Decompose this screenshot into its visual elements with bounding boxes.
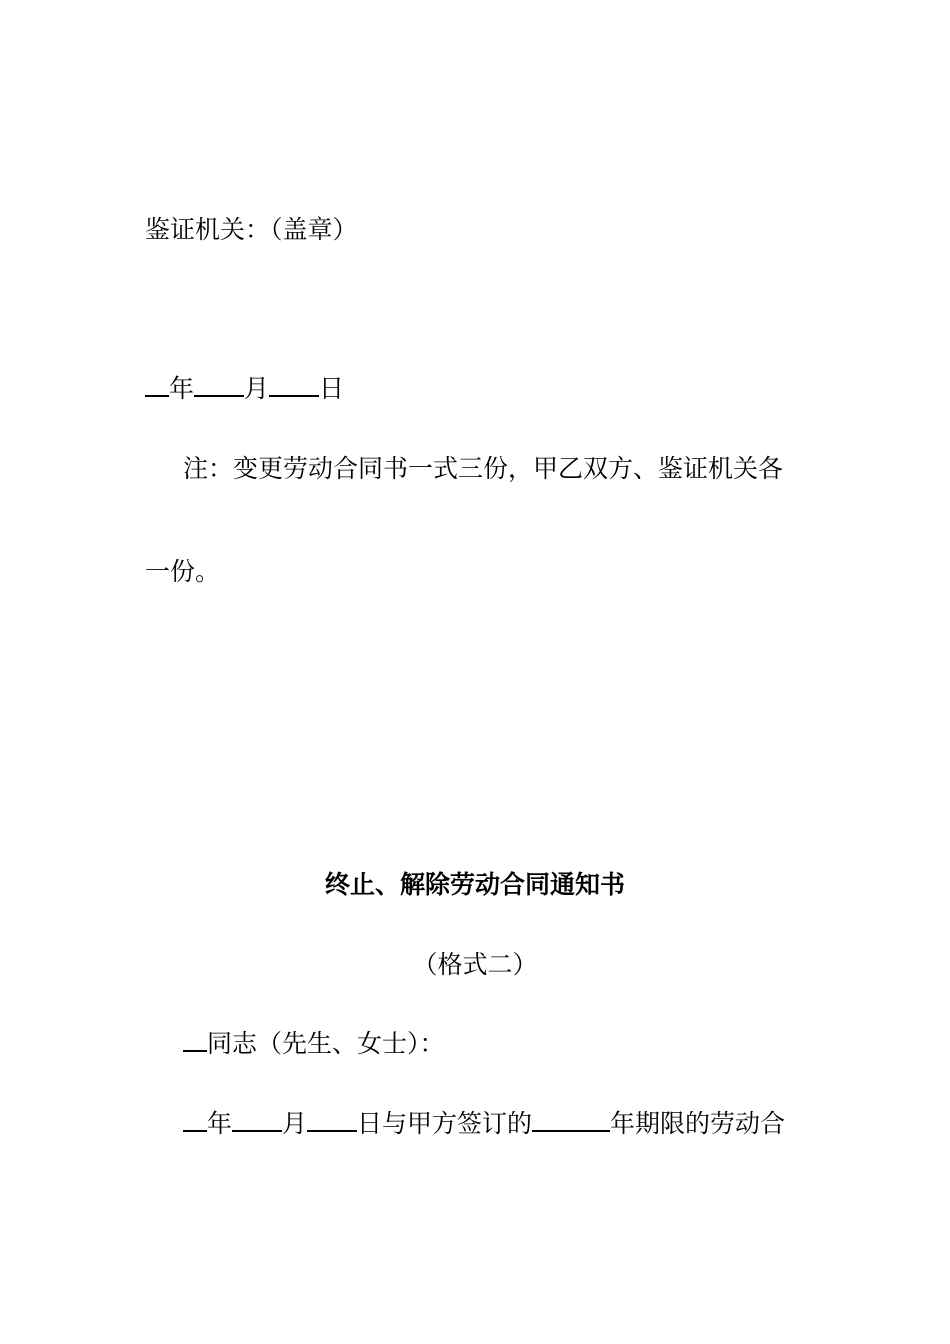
year-label: 年: [169, 374, 195, 403]
day-blank: [269, 373, 319, 397]
name-blank: [183, 1028, 207, 1052]
month-blank: [194, 373, 244, 397]
format-label: （格式二）: [412, 950, 538, 979]
note-line-1: 注：变更劳动合同书一式三份，甲乙双方、鉴证机关各: [183, 454, 784, 483]
year-blank: [145, 373, 169, 397]
contract-month-blank: [232, 1108, 282, 1132]
contract-date-line: [183, 1108, 785, 1140]
contract-year-blank: [183, 1108, 207, 1132]
day-label: 日: [319, 374, 345, 403]
salutation-text: 同志（先生、女士）：: [207, 1029, 445, 1058]
contract-term-blank: [532, 1108, 610, 1132]
notice-title: 终止、解除劳动合同通知书: [324, 870, 625, 899]
salutation-line: [183, 1028, 445, 1060]
contract-year-label: 年: [207, 1109, 233, 1138]
contract-month-label: 月: [282, 1109, 308, 1138]
contract-term-text: 年期限的劳动合: [610, 1109, 786, 1138]
month-label: 月: [244, 374, 270, 403]
contract-day-blank: [307, 1108, 357, 1132]
note-line-2: 一份。: [145, 557, 221, 586]
date-line: [145, 373, 344, 405]
contract-day-text: 日与甲方签订的: [357, 1109, 533, 1138]
verification-authority-seal-line: 鉴证机关：（盖章）: [145, 215, 358, 244]
